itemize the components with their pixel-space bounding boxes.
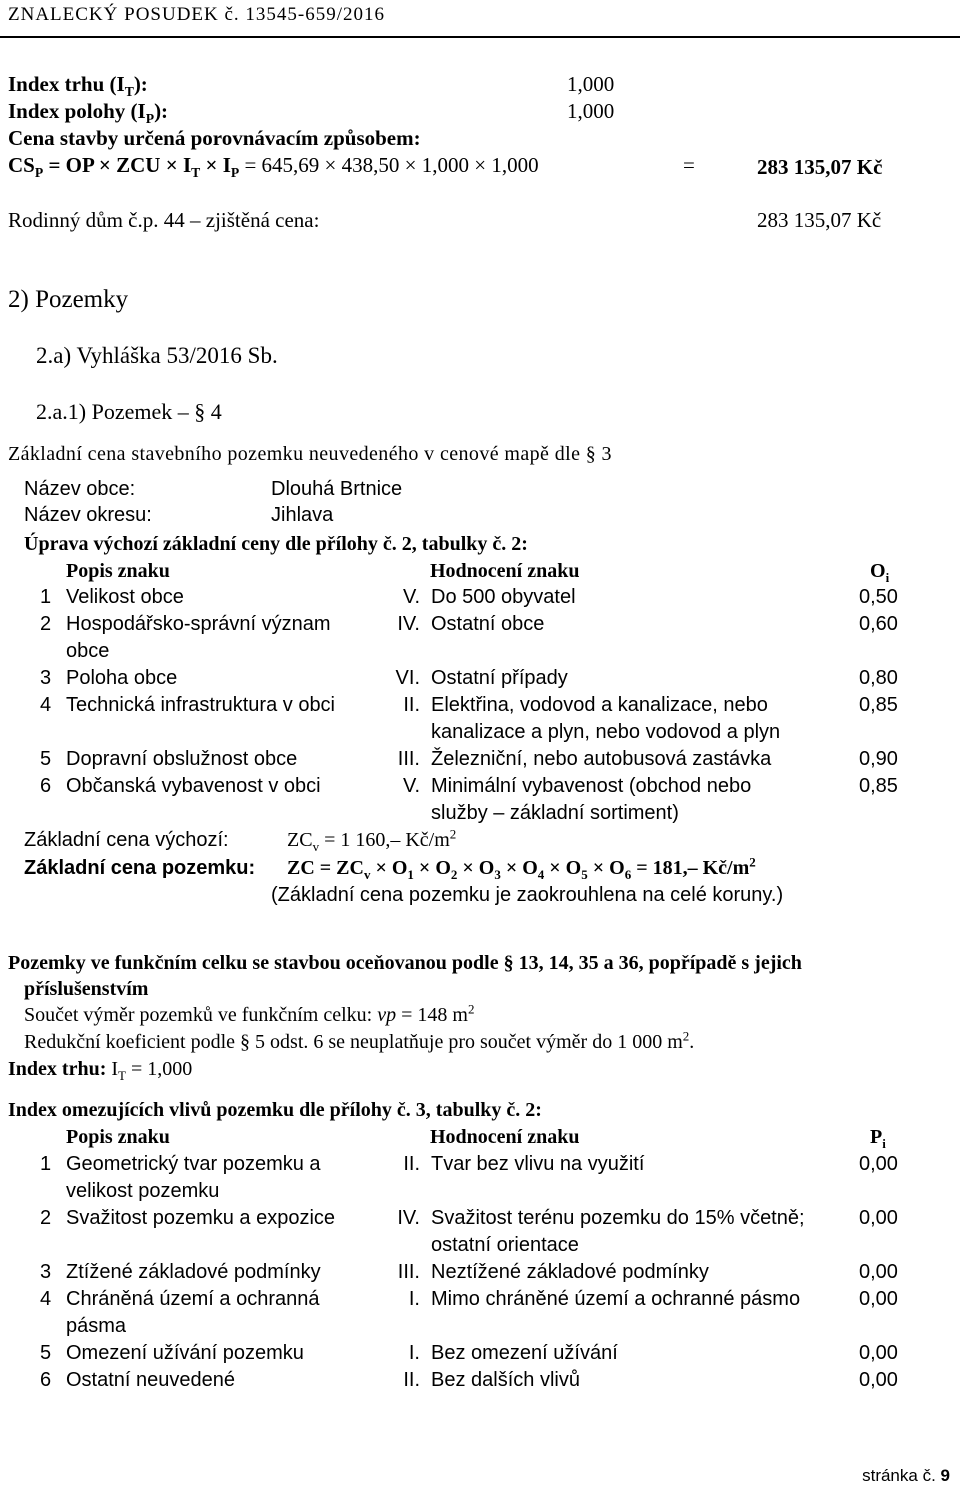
row-popis: Svažitost pozemku a expozice <box>66 1207 336 1229</box>
redukcni-koeficient: Redukční koeficient podle § 5 odst. 6 se neuplatňuje pro součet výměr do 1 000 $m^2$. <box>24 1028 695 1053</box>
page-footer: stránka č. 9 <box>862 1466 950 1485</box>
row-value: 0,85 <box>859 694 898 716</box>
formula-equals: = <box>683 153 695 177</box>
row-value: 0,80 <box>859 667 898 689</box>
zakladni-cena-title: Základní cena stavebního pozemku neuvedeného v cenové mapě dle § 3 <box>8 443 612 465</box>
row-roman: I. <box>408 1288 420 1310</box>
row-roman: IV. <box>397 613 420 635</box>
nazev-obce-label: Název obce: <box>24 478 136 500</box>
row-popis: Hospodářsko-správní význam <box>66 613 331 635</box>
row-value: 0,60 <box>859 613 898 635</box>
row-hodnoceni: Elektřina, vodovod a kanalizace, nebo <box>431 694 768 716</box>
zc-vychozi-label: Základní cena výchozí: <box>24 829 229 851</box>
row-roman: II. <box>403 1153 420 1175</box>
row-number: 2 <box>40 1207 52 1229</box>
row-popis: Technická infrastruktura v obci <box>66 694 336 716</box>
row-popis: Omezení užívání pozemku <box>66 1342 304 1364</box>
zc-vychozi-formula: $ZC_v = 1$ 160,– $Kč/m^2$ <box>287 826 457 854</box>
section-heading-pozemky: 2) Pozemky <box>8 286 129 313</box>
row-popis-cont: velikost pozemku <box>66 1180 220 1202</box>
row-roman: III. <box>397 1261 420 1283</box>
document-title: ZNALECKÝ POSUDEK č. 13545-659/2016 <box>8 4 386 25</box>
nazev-okresu-value: Jihlava <box>271 504 334 526</box>
row-roman: II. <box>403 694 420 716</box>
row-popis: Chráněná území a ochranná <box>66 1288 320 1310</box>
row-hodnoceni: Bez dalších vlivů <box>431 1369 580 1391</box>
col-header-pi: $P_i$ <box>870 1126 886 1151</box>
zc-pozemku-formula: ZC = $ZC_v \times O_1 \times O_2 \times O_3 \times O_4 \times O_5 \times O_6 = 181,-$ $Kč/m^2$ <box>287 854 756 882</box>
col-header-popis-pi: Popis znaku <box>66 1126 170 1148</box>
row-hodnoceni: Tvar bez vlivu na využití <box>431 1153 645 1175</box>
row-value: 0,00 <box>859 1261 898 1283</box>
zc-pozemku-label: Základní cena pozemku: <box>24 857 256 879</box>
row-value: 0,00 <box>859 1369 898 1391</box>
row-popis: Občanská vybavenost v obci <box>66 775 321 797</box>
row-number: 1 <box>40 1153 52 1175</box>
row-number: 4 <box>40 1288 52 1310</box>
row-popis-cont: obce <box>66 640 110 662</box>
row-popis: Poloha obce <box>66 667 178 689</box>
row-roman: I. <box>408 1342 420 1364</box>
funkcni-celek-title-1: Pozemky ve funkčním celku se stavbou oceňovanou podle § 13, 14, 35 a 36, popřípadě s jejich <box>8 952 802 974</box>
row-number: 3 <box>40 667 52 689</box>
row-roman: V. <box>402 586 420 608</box>
uprava-title: Úprava výchozí základní ceny dle přílohy č. 2, tabulky č. 2: <box>24 533 528 555</box>
nazev-obce-value: Dlouhá Brtnice <box>271 478 403 500</box>
row-popis: Ostatní neuvedené <box>66 1369 236 1391</box>
index-polohy-label: Index polohy $(I_P)$: <box>8 99 169 127</box>
index-trhu-label: Index trhu $(I_T)$: <box>8 72 148 100</box>
row-value: 0,90 <box>859 748 898 770</box>
soucet-vymer: Součet výměr pozemků ve funkčním celku: vp = 148 $m^2$ <box>24 1001 475 1026</box>
row-number: 6 <box>40 775 52 797</box>
section-heading-vyhlaska: 2.a) Vyhláška 53/2016 Sb. <box>36 343 278 368</box>
row-hodnoceni: Ostatní obce <box>431 613 545 635</box>
col-header-hodnoceni: Hodnocení znaku <box>430 560 580 582</box>
row-value: 0,00 <box>859 1153 898 1175</box>
row-popis: Velikost obce <box>66 586 184 608</box>
row-hodnoceni: Ostatní případy <box>431 667 568 689</box>
row-hodnoceni: Železniční, nebo autobusová zastávka <box>431 748 772 770</box>
row-number: 4 <box>40 694 52 716</box>
index-polohy-value: 1,000 <box>567 99 615 123</box>
rodinny-dum-label: Rodinný dům č.p. 44 – zjištěná cena: <box>8 208 320 232</box>
row-number: 3 <box>40 1261 52 1283</box>
row-roman: VI. <box>395 667 420 689</box>
row-number: 6 <box>40 1369 52 1391</box>
row-hodnoceni: Svažitost terénu pozemku do 15% včetně; <box>431 1207 805 1229</box>
cena-stavby-result: 283 135,07 Kč <box>757 155 883 179</box>
row-hodnoceni: Neztížené základové podmínky <box>431 1261 709 1283</box>
row-popis: Ztížené základové podmínky <box>66 1261 321 1283</box>
index-trhu-value: 1,000 <box>567 72 615 96</box>
cena-stavby-formula: $CS_P$ = OP × ZCU × $I_T \times I_P = 645,69 \times 438,50 \times 1,000 \times 1,000$ <box>8 153 539 181</box>
page-header <box>0 0 960 38</box>
row-number: 5 <box>40 748 52 770</box>
row-roman: IV. <box>397 1207 420 1229</box>
omezujici-title: Index omezujících vlivů pozemku dle přílohy č. 3, tabulky č. 2: <box>8 1099 542 1121</box>
row-popis: Dopravní obslužnost obce <box>66 748 298 770</box>
nazev-okresu-label: Název okresu: <box>24 504 152 526</box>
row-number: 5 <box>40 1342 52 1364</box>
row-roman: V. <box>402 775 420 797</box>
col-header-popis: Popis znaku <box>66 560 170 582</box>
row-value: 0,00 <box>859 1207 898 1229</box>
funkcni-celek-title-2: příslušenstvím <box>24 978 149 1000</box>
row-hodnoceni-cont: služby – základní sortiment) <box>431 802 679 824</box>
index-trhu-funkcni: Index trhu: $I_T = 1,000$ <box>8 1058 193 1083</box>
row-hodnoceni-cont: ostatní orientace <box>431 1234 579 1256</box>
row-number: 2 <box>40 613 52 635</box>
col-header-hodnoceni-pi: Hodnocení znaku <box>430 1126 580 1148</box>
rodinny-dum-value: 283 135,07 Kč <box>757 208 882 232</box>
row-hodnoceni: Minimální vybavenost (obchod nebo <box>431 775 752 797</box>
row-popis: Geometrický tvar pozemku a <box>66 1153 321 1175</box>
row-number: 1 <box>40 586 52 608</box>
row-roman: II. <box>403 1369 420 1391</box>
row-value: 0,00 <box>859 1288 898 1310</box>
row-value: 0,85 <box>859 775 898 797</box>
row-hodnoceni-cont: kanalizace a plyn, nebo vodovod a plyn <box>431 721 781 743</box>
row-popis-cont: pásma <box>66 1315 127 1337</box>
section-heading-pozemek: 2.a.1) Pozemek – § 4 <box>36 399 222 424</box>
row-value: 0,50 <box>859 586 898 608</box>
row-hodnoceni: Do 500 obyvatel <box>431 586 576 608</box>
zaokrouhlena-note: (Základní cena pozemku je zaokrouhlena na celé koruny.) <box>271 884 784 906</box>
row-hodnoceni: Mimo chráněné území a ochranné pásmo <box>431 1288 801 1310</box>
row-value: 0,00 <box>859 1342 898 1364</box>
col-header-oi: $O_i$ <box>870 560 890 585</box>
row-hodnoceni: Bez omezení užívání <box>431 1342 618 1364</box>
cena-stavby-label: Cena stavby určená porovnávacím způsobem: <box>8 126 421 150</box>
row-roman: III. <box>397 748 420 770</box>
